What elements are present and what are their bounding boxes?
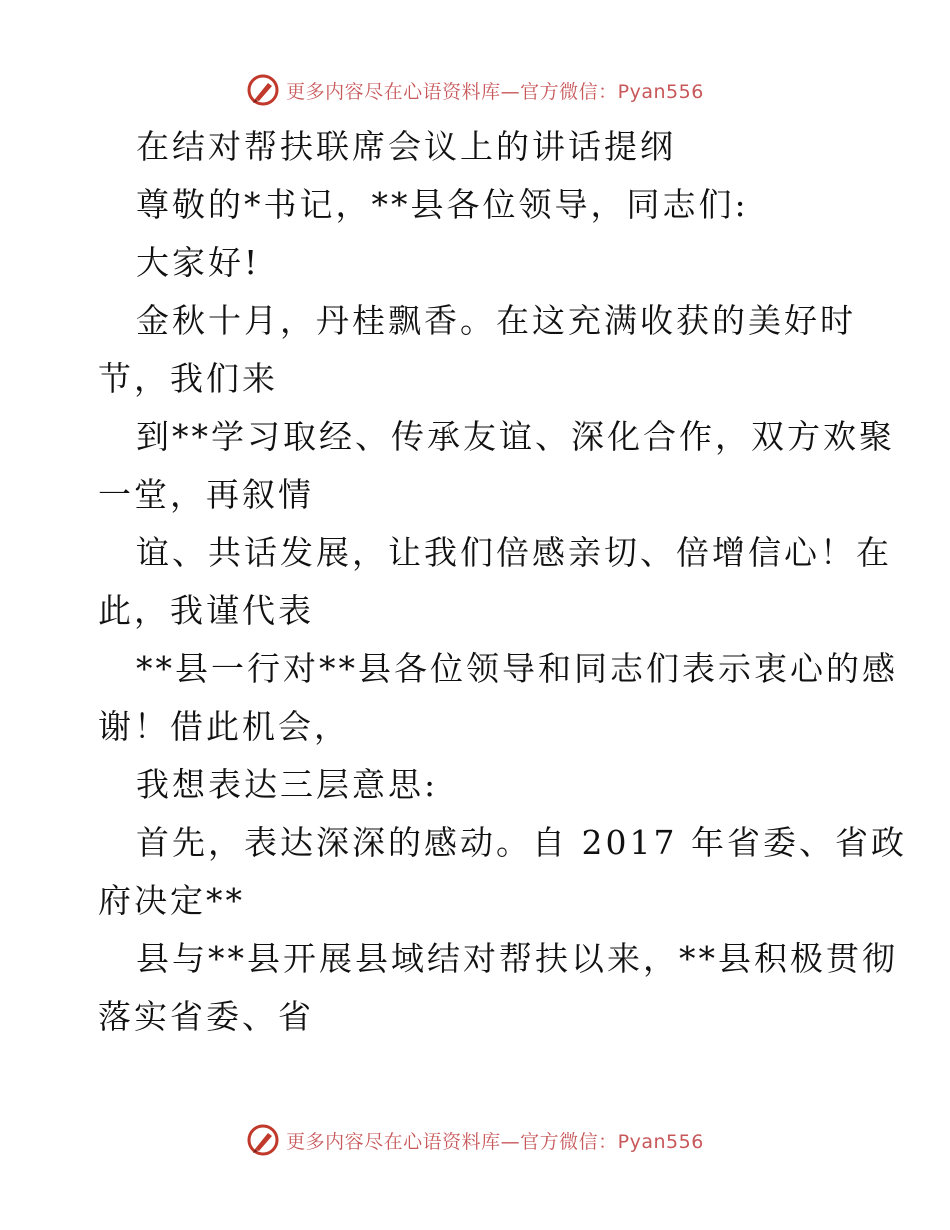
paragraph-line: 我想表达三层意思:: [136, 765, 439, 804]
document-body: [98, 118, 907, 1046]
paragraph-line: 谢！借此机会，: [98, 707, 350, 746]
header-banner: [0, 70, 950, 110]
banner-text: 更多内容尽在心语资料库—官方微信：Pyan556: [286, 1130, 704, 1153]
paragraph-line: **县一行对**县各位领导和同志们表示衷心的感: [136, 649, 898, 688]
footer-banner: [0, 1120, 950, 1160]
paragraph-line: 谊、共话发展，让我们倍感亲切、倍增信心！在: [136, 533, 892, 572]
paragraph-line: 一堂，再叙情: [98, 475, 314, 514]
paragraph-line: 此，我谨代表: [98, 591, 314, 630]
banner-text: 更多内容尽在心语资料库—官方微信：Pyan556: [286, 80, 704, 103]
pen-logo-icon: [246, 1123, 280, 1157]
document-title: 在结对帮扶联席会议上的讲话提纲: [136, 127, 676, 166]
salutation: 尊敬的*书记，**县各位领导，同志们:: [136, 185, 749, 224]
greeting: 大家好!: [136, 243, 261, 282]
paragraph-line: 节，我们来: [98, 359, 278, 398]
pen-logo-icon: [246, 73, 280, 107]
paragraph-line: 县与**县开展县域结对帮扶以来，**县积极贯彻: [136, 939, 898, 978]
paragraph-line: 首先，表达深深的感动。自 2017 年省委、省政: [136, 823, 907, 862]
paragraph-line: 金秋十月，丹桂飘香。在这充满收获的美好时: [136, 301, 856, 340]
paragraph-line: 落实省委、省: [98, 997, 314, 1036]
paragraph-line: 到**学习取经、传承友谊、深化合作，双方欢聚: [136, 417, 895, 456]
paragraph-line: 府决定**: [98, 881, 245, 920]
